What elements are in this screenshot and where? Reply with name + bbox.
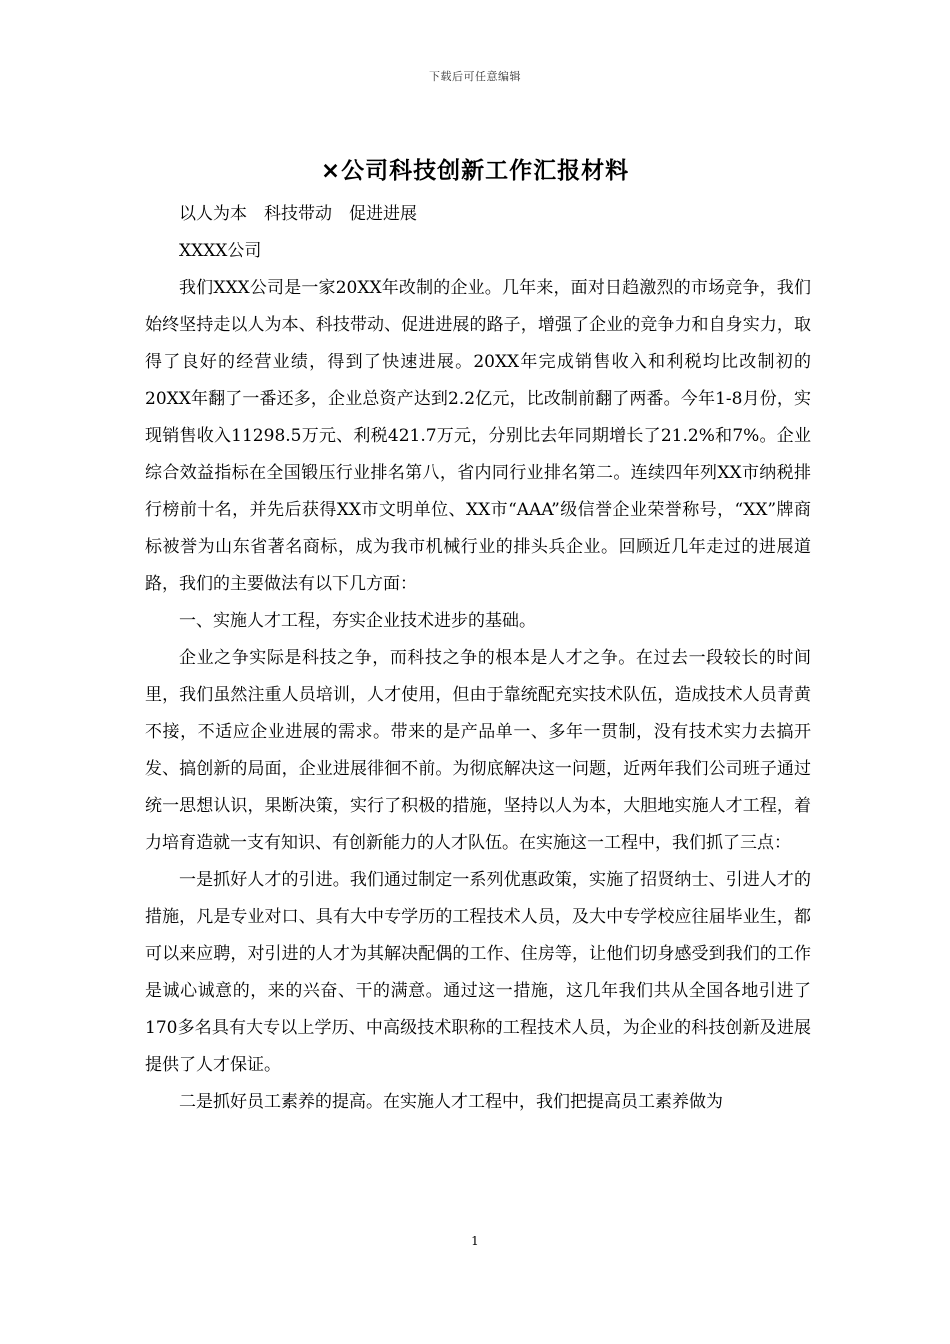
section-heading: 一、实施人才工程，夯实企业技术进步的基础。 [179, 611, 536, 631]
paragraph: 企业之争实际是科技之争，而科技之争的根本是人才之争。在过去一段较长的时间里，我们虽然注重人员培训，人才使用，但由于靠统配充实技术队伍，造成技术人员青黄不接，不适应企业进展的需求。带来的是产品单一、多年一贯制，没有技术实力去搞开发、搞创新的局面，企业进展徘徊不前。为彻底解决这一问题，近两年我们公司班子通过统一思想认识，果断决策，实行了积极的措施，坚持以人为本，大胆地实施人才工程，着力培育造就一支有知识、有创新能力的人才队伍。在实施这一工程中，我们抓了三点： [145, 648, 811, 853]
company-name: XXXX公司 [179, 241, 262, 261]
document-body [145, 196, 811, 1121]
paragraph: 一是抓好人才的引进。我们通过制定一系列优惠政策，实施了招贤纳士、引进人才的措施，凡是专业对口、具有大中专学历的工程技术人员，及大中专学校应往届毕业生，都可以来应聘，对引进的人才为其解决配偶的工作、住房等，让他们切身感受到我们的工作是诚心诚意的，来的兴奋、干的满意。通过这一措施，这几年我们共从全国各地引进了170多名具有大专以上学历、中高级技术职称的工程技术人员，为企业的科技创新及进展提供了人才保证。 [145, 870, 811, 1075]
header-note: 下载后可任意编辑 [429, 70, 521, 83]
document-subtitle: 以人为本 科技带动 促进进展 [179, 204, 417, 224]
paragraph: 我们XXX公司是一家20XX年改制的企业。几年来，面对日趋激烈的市场竞争，我们始终坚持走以人为本、科技带动、促进进展的路子，增强了企业的竞争力和自身实力，取得了良好的经营业绩，得到了快速进展。20XX年完成销售收入和利税均比改制初的20XX年翻了一番还多，企业总资产达到2.2亿元，比改制前翻了两番。今年1-8月份，实现销售收入11298.5万元、利税421.7万元，分别比去年同期增长了21.2%和7%。企业综合效益指标在全国锻压行业排名第八，省内同行业排名第二。连续四年列XX市纳税排行榜前十名，并先后获得XX市文明单位、XX市“AAA”级信誉企业荣誉称号，“XX”牌商标被誉为山东省著名商标，成为我市机械行业的排头兵企业。回顾近几年走过的进展道路，我们的主要做法有以下几方面： [145, 278, 811, 594]
page-number: 1 [471, 1234, 479, 1248]
document-title: ×公司科技创新工作汇报材料 [320, 158, 630, 184]
paragraph: 二是抓好员工素养的提高。在实施人才工程中，我们把提高员工素养做为 [179, 1092, 723, 1112]
